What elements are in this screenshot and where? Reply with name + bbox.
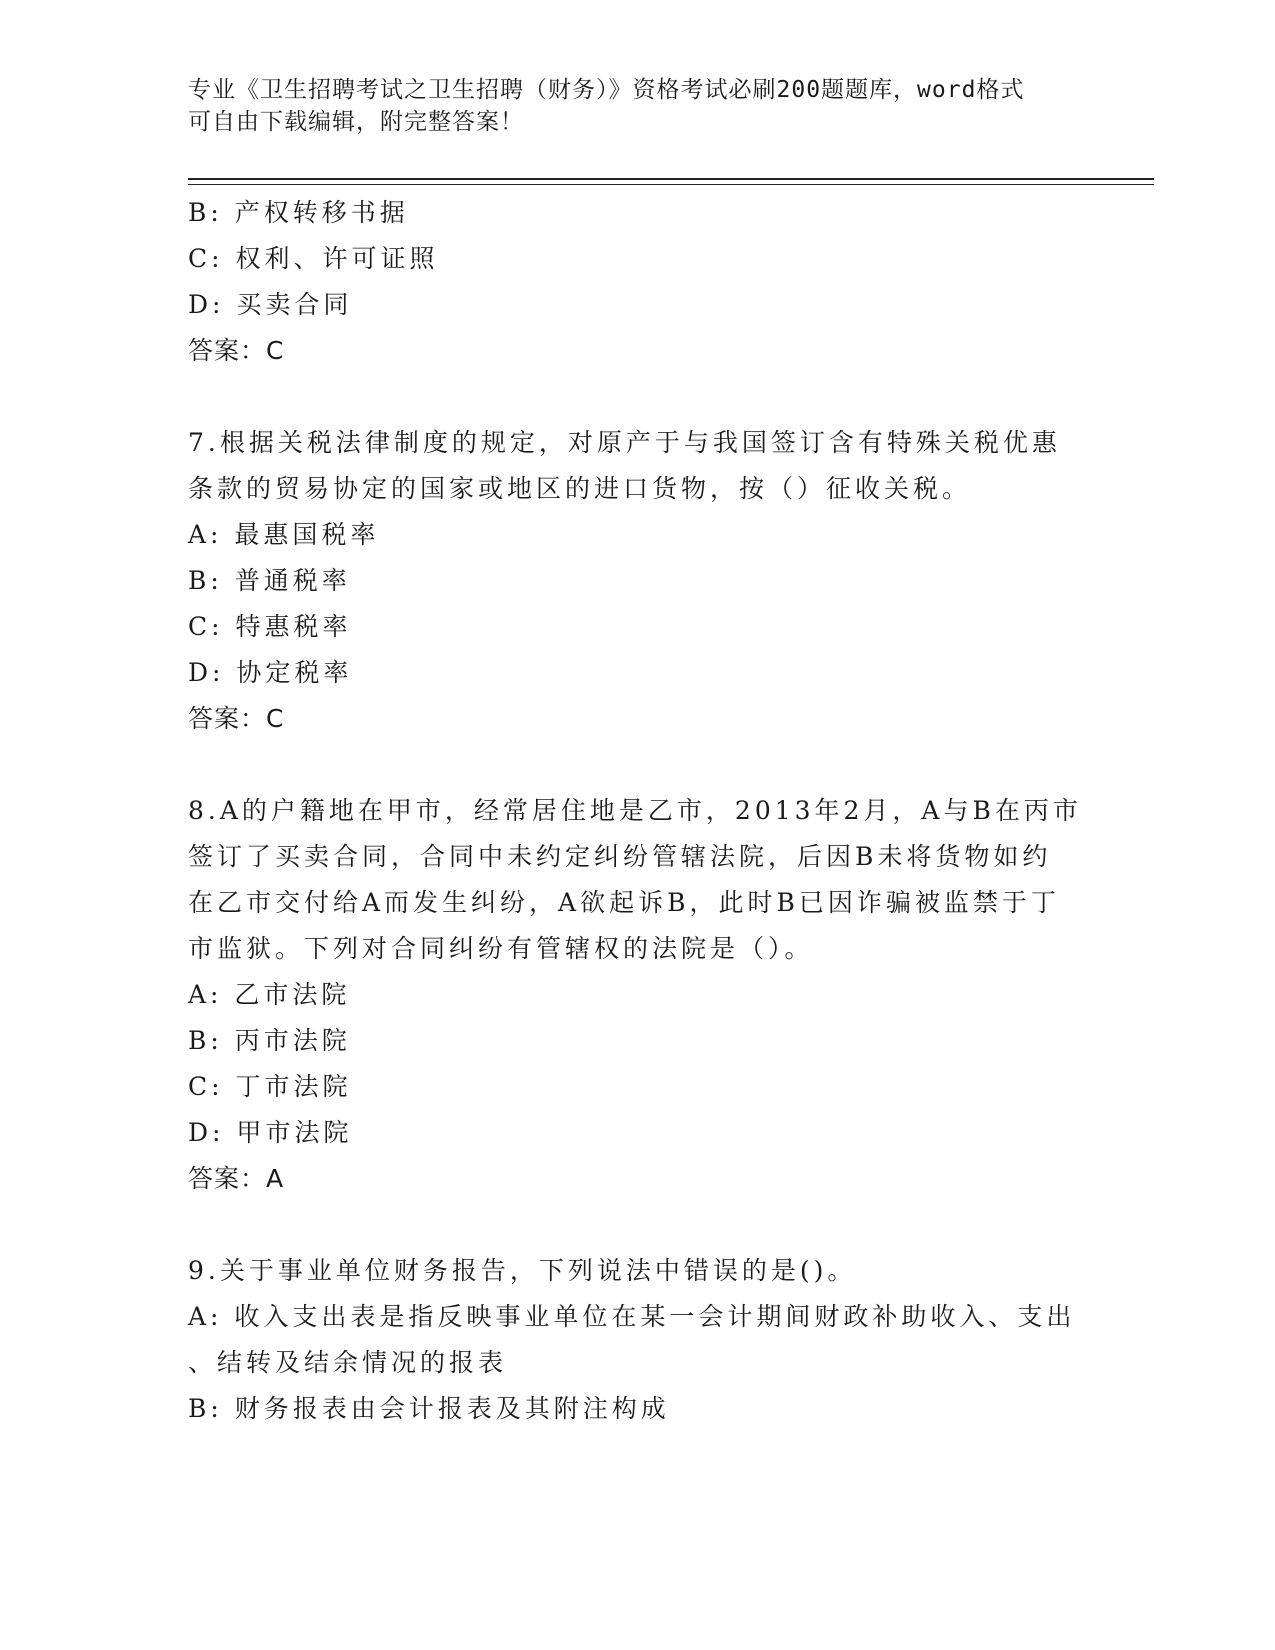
question-text-line: 条款的贸易协定的国家或地区的进口货物，按（）征收关税。 — [188, 474, 972, 503]
question-text-line: 8.A的户籍地在甲市，经常居住地是乙市，2013年2月，A与B在丙市 — [188, 796, 1082, 825]
option-d: D: 买卖合同 — [188, 290, 353, 319]
option-d: D: 协定税率 — [188, 658, 353, 687]
answer: 答案：C — [188, 336, 285, 365]
option-b: B: 丙市法院 — [188, 1026, 351, 1055]
header-line-1: 专业《卫生招聘考试之卫生招聘（财务）》资格考试必刷200题题库，word格式 — [188, 77, 1025, 103]
header-rule-thin — [188, 184, 1154, 185]
question-9 — [188, 1248, 1088, 1432]
answer: 答案：C — [188, 704, 285, 733]
spacer — [188, 742, 1088, 788]
header-rule-thick — [188, 178, 1154, 180]
question-8 — [188, 788, 1088, 1202]
document-header — [188, 74, 1088, 138]
option-c: C: 权利、许可证照 — [188, 244, 439, 273]
question-text-line: 在乙市交付给A而发生纠纷，A欲起诉B，此时B已因诈骗被监禁于丁 — [188, 888, 1060, 917]
option-a: A: 乙市法院 — [188, 980, 351, 1009]
spacer — [188, 374, 1088, 420]
question-6-tail — [188, 190, 1088, 374]
header-line-2: 可自由下载编辑，附完整答案！ — [188, 109, 524, 135]
option-a-continuation: 、结转及结余情况的报表 — [188, 1348, 508, 1377]
option-a: A: 最惠国税率 — [188, 520, 380, 549]
option-a: A: 收入支出表是指反映事业单位在某一会计期间财政补助收入、支出 — [188, 1302, 1076, 1331]
question-text-line: 市监狱。下列对合同纠纷有管辖权的法院是（）。 — [188, 934, 814, 963]
option-c: C: 丁市法院 — [188, 1072, 352, 1101]
option-b: B: 财务报表由会计报表及其附注构成 — [188, 1394, 670, 1423]
question-7 — [188, 420, 1088, 742]
question-text-line: 7.根据关税法律制度的规定，对原产于与我国签订含有特殊关税优惠 — [188, 428, 1061, 457]
option-b: B: 产权转移书据 — [188, 198, 409, 227]
spacer — [188, 1202, 1088, 1248]
option-b: B: 普通税率 — [188, 566, 351, 595]
option-d: D: 甲市法院 — [188, 1118, 353, 1147]
option-c: C: 特惠税率 — [188, 612, 352, 641]
question-text-line: 签订了买卖合同，合同中未约定纠纷管辖法院，后因B未将货物如约 — [188, 842, 1052, 871]
question-content — [188, 190, 1088, 1432]
answer: 答案：A — [188, 1164, 285, 1193]
question-text-line: 9.关于事业单位财务报告，下列说法中错误的是()。 — [188, 1256, 857, 1285]
